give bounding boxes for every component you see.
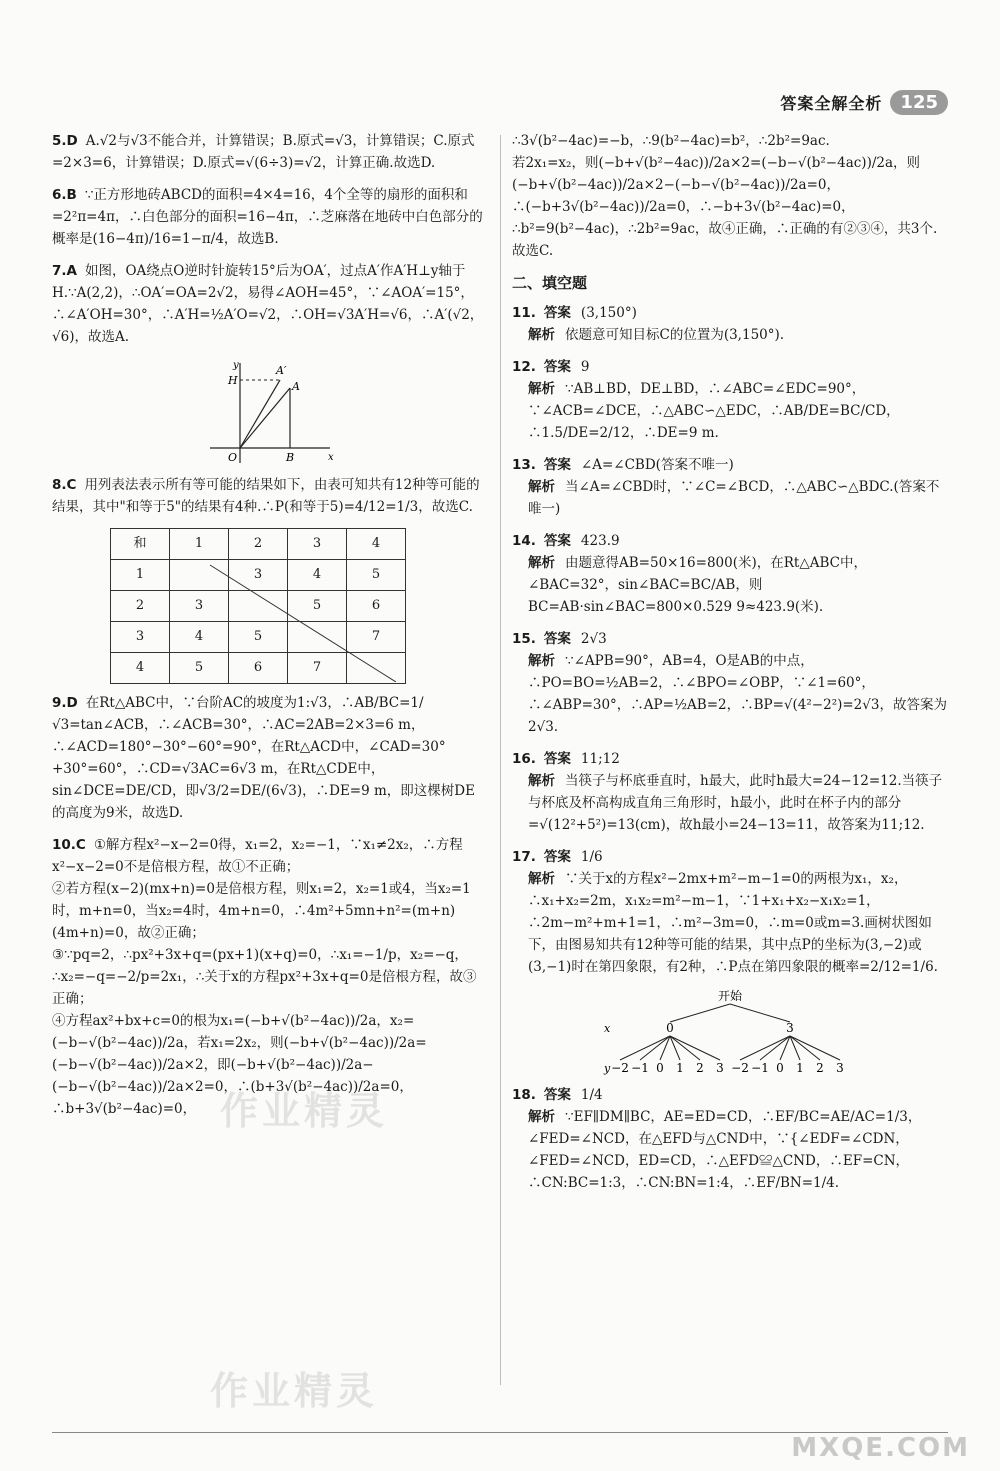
analysis-label: 解析 <box>528 773 555 789</box>
question-number: 11. <box>512 305 536 321</box>
segment-oa <box>240 388 290 448</box>
analysis-text: ∵AB⊥BD，DE⊥BD，∴∠ABC=∠EDC=90°，∵∠ACB=∠DCE，∴△ABC∽△EDC，∴AB/DE=BC/CD，∴1.5/DE=2/12，∴DE=9 m. <box>528 381 900 441</box>
question-number: 8.C <box>52 477 77 493</box>
question-number: 9.D <box>52 695 78 711</box>
table-diagonal-line <box>110 536 396 682</box>
analysis-label: 解析 <box>528 1109 555 1125</box>
label-a-prime: A′ <box>276 364 287 377</box>
answer-label: 答案 <box>543 849 571 865</box>
table-cell: 5 <box>229 622 288 653</box>
question-number: 17. <box>512 849 536 865</box>
tree-y-value: 2 <box>696 1061 704 1075</box>
watermark: 作业精灵 <box>220 1089 389 1133</box>
tree-diagram <box>600 988 860 1078</box>
tree-y-value: −1 <box>751 1061 769 1075</box>
answer-item-17 <box>512 846 948 978</box>
tree-x-value: 3 <box>786 1021 794 1035</box>
label-y: y <box>233 360 239 371</box>
answer-item-16 <box>512 748 948 836</box>
page-number: 125 <box>890 90 948 115</box>
table-header-cell: 和 <box>111 529 170 560</box>
explanation-text: ∵正方形地砖ABCD的面积=4×4=16，4个全等的扇形的面积和=2²π=4π，∴白色部分的面积=16−4π，∴芝麻落在地砖中白色部分的概率是(16−4π)/16=1−π/4，故选B. <box>52 187 483 247</box>
analysis-label: 解析 <box>528 381 555 397</box>
answer-label: 答案 <box>543 1087 571 1103</box>
segment-oa-prime <box>240 380 280 448</box>
answer-item-12 <box>512 356 948 444</box>
question-number: 6.B <box>52 187 77 203</box>
analysis-text: 当筷子与杯底垂直时，h最大，此时h最大=24−12=12.当筷子与杯底及杯高构成直角三角形时，h最小，此时在杯子内的部分=√(12²+5²)=13(cm)，故h最小=24−13=11，故答案为11;12. <box>528 773 943 833</box>
question-number: 18. <box>512 1087 536 1103</box>
answer-item-14 <box>512 530 948 618</box>
tree-y-value: 0 <box>656 1061 664 1075</box>
analysis-label: 解析 <box>528 555 555 571</box>
right-column <box>512 130 948 1204</box>
explanation-text: ①解方程x²−x−2=0得，x₁=2，x₂=−1，∵x₁≠2x₂，∴方程x²−x−2=0不是倍根方程，故①不正确； <box>52 837 463 875</box>
table-cell: 7 <box>347 622 406 653</box>
question-number: 12. <box>512 359 536 375</box>
answer-value: 423.9 <box>580 533 620 549</box>
answer-label: 答案 <box>543 359 571 375</box>
analysis-label: 解析 <box>528 327 555 343</box>
tree-branch <box>730 1004 790 1022</box>
table-header-cell: 3 <box>288 529 347 560</box>
answer-label: 答案 <box>543 631 571 647</box>
table-cell: 1 <box>111 560 170 591</box>
table-cell: 5 <box>170 653 229 684</box>
label-b: B <box>286 451 295 464</box>
explanation-text: 如图，OA绕点O逆时针旋转15°后为OA′，过点A′作A′H⊥y轴于H.∵A(2,2)，∴OA′=OA=2√2，易得∠AOH=45°，∵∠AOA′=15°，∴∠A′OH=30°，∴A′H=½A′O=√2，∴OH=√3A′H=√6，∴A′(√2，√6)，故选A. <box>52 263 484 345</box>
watermark: 作业精灵 <box>210 1369 379 1413</box>
analysis-text: ∵∠APB=90°，AB=4，O是AB的中点，∴PO=BO=½AB=2，∴∠BPO=∠OBP，∵∠1=60°，∴∠ABP=30°，∴AP=½AB=2，∴BP=√(4²−2²)=2√3，故答案为2√3. <box>528 653 947 735</box>
analysis-label: 解析 <box>528 871 555 887</box>
table-cell: 6 <box>347 591 406 622</box>
answer-value: 1/6 <box>580 849 603 865</box>
rotation-figure <box>200 358 340 468</box>
table-header-cell: 2 <box>229 529 288 560</box>
label-a: A <box>292 380 300 393</box>
tree-y-value: 3 <box>836 1061 844 1075</box>
answer-item-11 <box>512 302 948 346</box>
watermark-site: MXQE.COM <box>791 1433 970 1463</box>
section-title: 二、填空题 <box>512 274 588 292</box>
analysis-text: ∵关于x的方程x²−2mx+m²−m−1=0的两根为x₁，x₂，∴x₁+x₂=2m，x₁x₂=m²−m−1，∵1+x₁+x₂−x₁x₂=1，∴2m−m²+m+1=1，∴m²−3m=0，∴m=0或m=3.画树状图如下，由图易知共有12种等可能的结果，其中点P的坐标为(3,−2)或(3,−1)时在第四象限，有2种，∴P点在第四象限的概率=2/12=1/6. <box>528 871 938 975</box>
tree-y-value: −2 <box>731 1061 749 1075</box>
explanation-text: 在Rt△ABC中，∵台阶AC的坡度为1:√3，∴AB/BC=1/√3=tan∠ACB，∴∠ACB=30°，∴AC=2AB=2×3=6 m，∴∠ACD=180°−30°−60°=90°，在Rt△ACD中，∠CAD=30°+30°=60°，∴CD=√3AC=6√3 m，在Rt△CDE中，sin∠DCE=DE/CD，即√3/2=DE/(6√3)，∴DE=9 m，即这棵树DE的高度为9米，故选D. <box>52 695 475 821</box>
header-title: 答案全解全析 <box>780 94 883 113</box>
question-number: 13. <box>512 457 536 473</box>
question-number: 5.D <box>52 133 78 149</box>
analysis-label: 解析 <box>528 653 555 669</box>
tree-y-value: 1 <box>676 1061 684 1075</box>
table-cell: 7 <box>288 653 347 684</box>
label-h: H <box>228 374 238 387</box>
label-o: O <box>228 451 238 464</box>
answer-label: 答案 <box>543 751 571 767</box>
question-number: 15. <box>512 631 536 647</box>
analysis-text: 依题意可知目标C的位置为(3,150°). <box>565 327 785 343</box>
analysis-text: 由题意得AB=50×16=800(米)，在Rt△ABC中，∠BAC=32°，sin∠BAC=BC/AB，则BC=AB·sin∠BAC=800×0.529 9≈423.9(米). <box>528 555 867 615</box>
answer-value: ∠A=∠CBD(答案不唯一) <box>580 457 734 473</box>
bottom-rule <box>52 1432 948 1433</box>
table-cell: 3 <box>111 622 170 653</box>
answer-item-8 <box>52 474 488 518</box>
question-number: 10.C <box>52 837 86 853</box>
question-number: 7.A <box>52 263 77 279</box>
tree-x-label: x <box>604 1022 611 1035</box>
tree-y-value: 1 <box>796 1061 804 1075</box>
table-cell: 3 <box>229 560 288 591</box>
tree-leaves <box>611 1036 844 1075</box>
table-cell: 4 <box>288 560 347 591</box>
question-number: 14. <box>512 533 536 549</box>
table-cell: 5 <box>347 560 406 591</box>
table-cell: 3 <box>170 591 229 622</box>
answer-value: 1/4 <box>580 1087 603 1103</box>
table-header-cell: 1 <box>170 529 229 560</box>
answer-item-9 <box>52 692 488 824</box>
explanation-text: ∴3√(b²−4ac)=−b，∴9(b²−4ac)=b²，∴2b²=9ac. <box>512 133 830 149</box>
table-cell: 2 <box>111 591 170 622</box>
tree-y-value: 3 <box>716 1061 724 1075</box>
explanation-text: ③∵pq=2，∴px²+3x+q=(px+1)(x+q)=0，∴x₁=−1/p，x₂=−q，∴x₂=−q=−2/p=2x₁，∴关于x的方程px²+3x+q=0是倍根方程，故③正确； <box>52 947 477 1007</box>
sum-table-wrap <box>52 528 488 684</box>
explanation-text: 若2x₁=x₂，则(−b+√(b²−4ac))/2a×2=(−b−√(b²−4ac))/2a，则(−b+√(b²−4ac))/2a×2−(−b−√(b²−4ac))/2a=0，∴(−b+3√(b²−4ac))/2a=0，∴−b+3√(b²−4ac)=0， <box>512 155 921 215</box>
column-divider <box>500 135 501 1385</box>
answer-label: 答案 <box>543 533 571 549</box>
answer-value: 9 <box>580 359 590 375</box>
answer-label: 答案 <box>543 305 571 321</box>
answer-item-15 <box>512 628 948 738</box>
tree-y-label: y <box>604 1062 611 1075</box>
explanation-text: ∴b²=9(b²−4ac)，∴2b²=9ac，故④正确，∴正确的有②③④，共3个.故选C. <box>512 221 938 259</box>
tree-start-label: 开始 <box>717 989 743 1003</box>
table-cell: 4 <box>111 653 170 684</box>
tree-branch <box>670 1004 730 1022</box>
answer-item-10-continued <box>512 130 948 262</box>
page-header <box>780 90 948 115</box>
answer-label: 答案 <box>543 457 571 473</box>
tree-x-value: 0 <box>666 1021 674 1035</box>
answer-item-10 <box>52 834 488 1120</box>
answer-item-5 <box>52 130 488 174</box>
explanation-text: 用列表法表示所有等可能的结果如下，由表可知共有12种等可能的结果，其中"和等于5"的结果有4种.∴P(和等于5)=4/12=1/3，故选C. <box>52 477 480 515</box>
tree-y-value: −1 <box>631 1061 649 1075</box>
table-header-cell: 4 <box>347 529 406 560</box>
tree-y-value: 0 <box>776 1061 784 1075</box>
answer-item-6 <box>52 184 488 250</box>
label-x: x <box>328 452 334 463</box>
answer-item-7 <box>52 260 488 348</box>
answer-value: 2√3 <box>580 631 607 647</box>
analysis-text: 当∠A=∠CBD时，∵∠C=∠BCD，∴△ABC∽△BDC.(答案不唯一) <box>528 479 940 517</box>
table-cell: 6 <box>229 653 288 684</box>
answer-value: 11;12 <box>580 751 620 767</box>
explanation-text: A.√2与√3不能合并，计算错误；B.原式=√3，计算错误；C.原式=2×3=6，计算错误；D.原式=√(6÷3)=√2，计算正确.故选D. <box>52 133 475 171</box>
answer-item-18 <box>512 1084 948 1194</box>
explanation-text: ②若方程(x−2)(mx+n)=0是倍根方程，则x₁=2，x₂=1或4，当x₂=1时，m+n=0，当x₂=4时，4m+n=0，∴4m²+5mn+n²=(m+n)(4m+n)=0，故②正确； <box>52 881 471 941</box>
analysis-text: ∵EF∥DM∥BC，AE=ED=CD，∴EF/BC=AE/AC=1/3，∠FED=∠NCD，在△EFD与△CND中，∵{∠EDF=∠CDN，∠FED=∠NCD，ED=CD，∴△EFD≌△CND，∴EF=CN，∴CN:BC=1:3，∴CN:BN=1:4，∴EF/BN=1/4. <box>528 1109 922 1191</box>
left-column <box>52 130 488 1130</box>
table-cell: 4 <box>170 622 229 653</box>
table-cell: 5 <box>288 591 347 622</box>
answer-item-13 <box>512 454 948 520</box>
question-number: 16. <box>512 751 536 767</box>
explanation-text: ④方程ax²+bx+c=0的根为x₁=(−b+√(b²−4ac))/2a，x₂=(−b−√(b²−4ac))/2a，若x₁=2x₂，则(−b+√(b²−4ac))/2a=(−b−√(b²−4ac))/2a×2，即(−b+√(b²−4ac))/2a−(−b−√(b²−4ac))/2a×2=0，∴(b+3√(b²−4ac))/2a=0，∴b+3√(b²−4ac)=0， <box>52 1013 427 1117</box>
tree-y-value: 2 <box>816 1061 824 1075</box>
tree-y-value: −2 <box>611 1061 629 1075</box>
analysis-label: 解析 <box>528 479 555 495</box>
answer-value: (3,150°) <box>580 305 637 321</box>
